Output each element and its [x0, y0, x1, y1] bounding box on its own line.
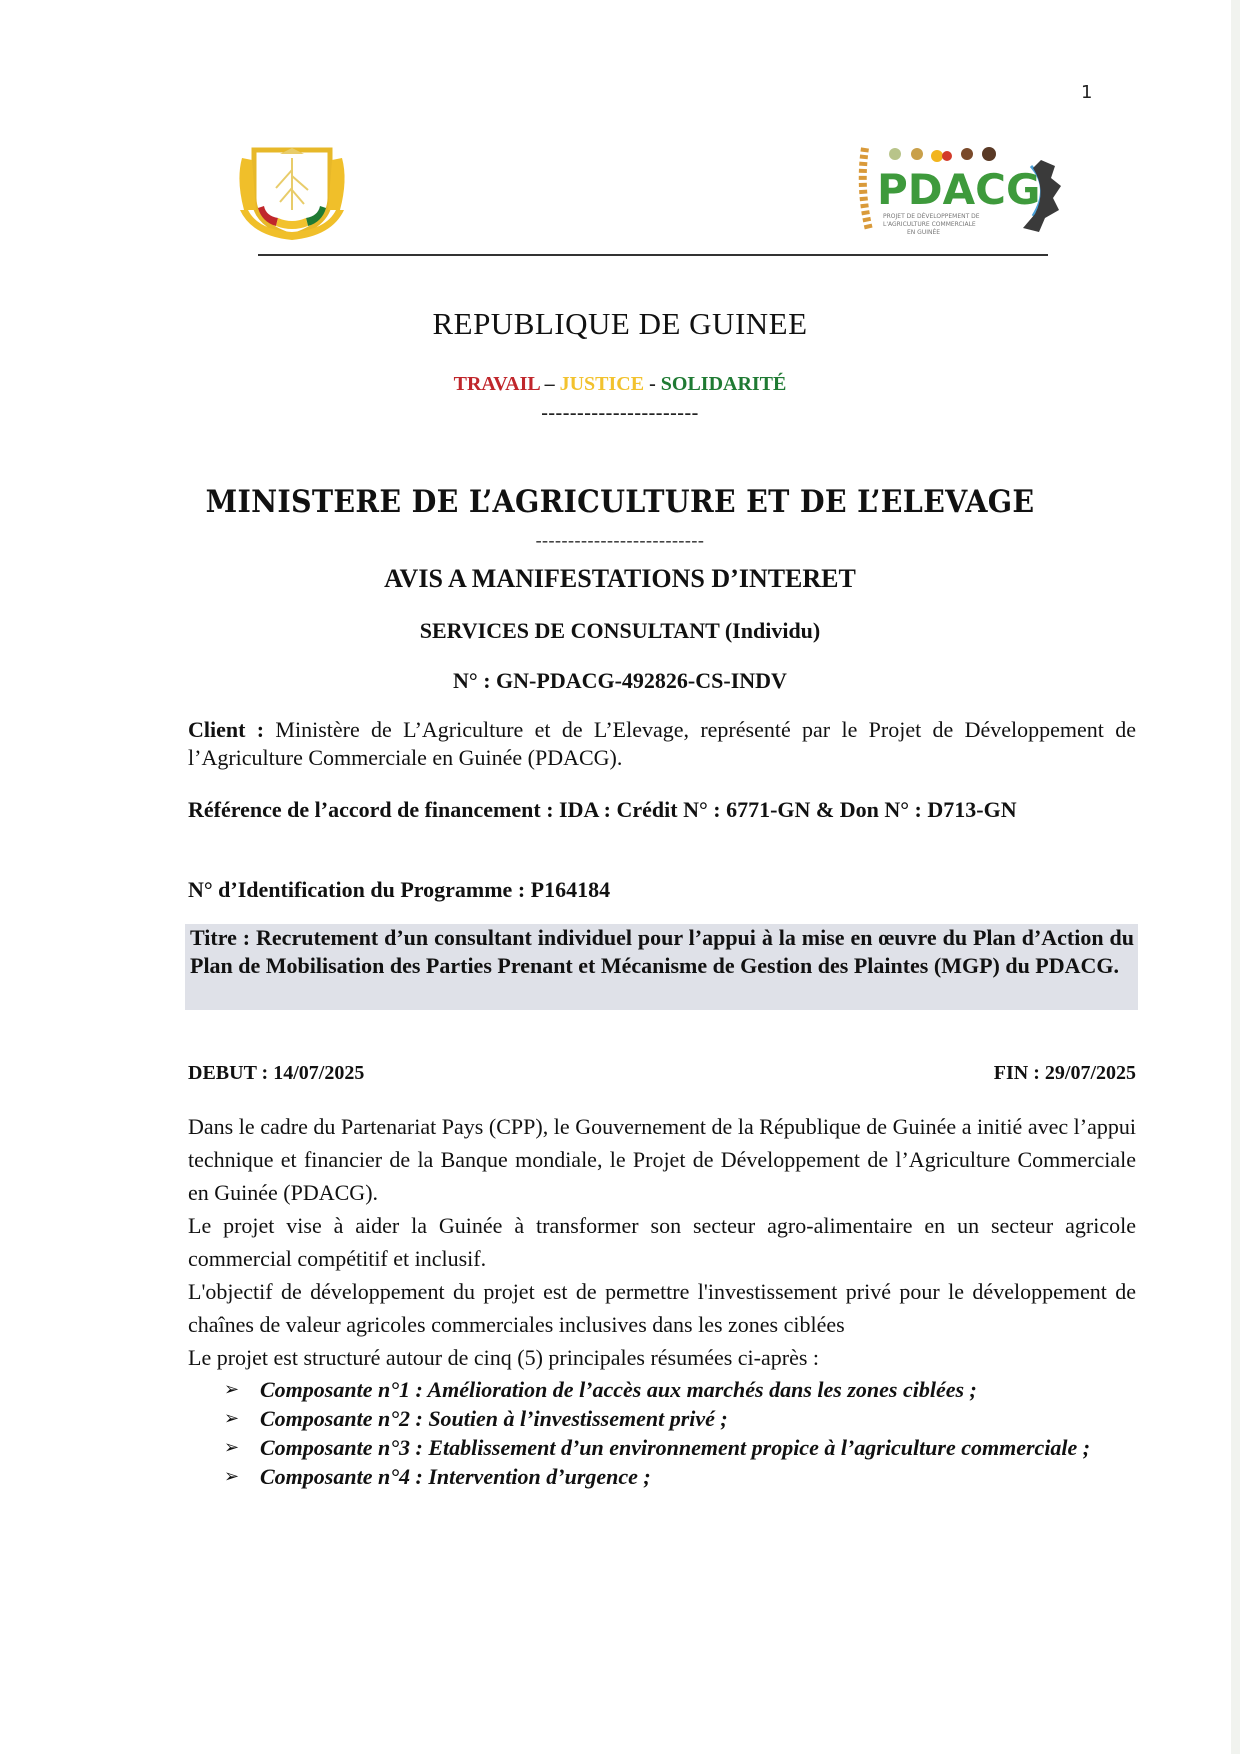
header-rule: [258, 254, 1048, 256]
scan-edge-strip: [1231, 0, 1240, 1754]
program-id: N° d’Identification du Programme : P164184: [188, 877, 611, 902]
components-list: [188, 1375, 1136, 1491]
component-text: Composante n°4 : Intervention d’urgence ;: [260, 1464, 651, 1489]
arrowhead-bullet-icon: ➢: [224, 1466, 240, 1486]
end-date: FIN : 29/07/2025: [993, 1062, 1136, 1084]
list-item: [188, 1404, 1136, 1433]
ministry-heading: MINISTERE DE L’AGRICULTURE ET DE L’ELEVAGE: [205, 484, 1035, 520]
divider-dashes: --------------------------: [535, 530, 705, 550]
svg-text:PROJET DE DÉVELOPPEMENT DE: PROJET DE DÉVELOPPEMENT DE: [883, 213, 980, 220]
republic-heading: REPUBLIQUE DE GUINEE: [432, 306, 808, 341]
motto-solidarite: SOLIDARITÉ: [660, 373, 787, 395]
paragraph: Le projet est structuré autour de cinq (5) principales résumées ci-après :: [188, 1345, 820, 1370]
list-item: [188, 1375, 1136, 1404]
reference-number: N° : GN-PDACG-492826-CS-INDV: [453, 668, 787, 693]
body-text: [188, 1110, 1136, 1374]
motto-justice: JUSTICE: [559, 373, 645, 395]
financing-reference: Référence de l’accord de financement : IDA : Crédit N° : 6771-GN & Don N° : D713-GN: [188, 797, 1017, 822]
client-paragraph: [188, 716, 1136, 772]
assignment-title: Titre : Recrutement d’un consultant individuel pour l’appui à la mise en œuvre du Plan d’Action du Plan de Mobilisation des Parties Prenant et Mécanisme de Gestion des Plaintes (MGP) du PDACG.: [190, 925, 1134, 978]
dates-row: [188, 1062, 1136, 1085]
list-item: [188, 1433, 1136, 1462]
notice-title: AVIS A MANIFESTATIONS D’INTERET: [384, 564, 856, 593]
list-item: [188, 1462, 1136, 1491]
page-number: 1: [1081, 82, 1093, 103]
paragraph: L'objectif de développement du projet est de permettre l'investissement privé pour le développement de chaînes de valeur agricoles commerciales inclusives dans les zones ciblées: [188, 1279, 1136, 1337]
component-text: Composante n°3 : Etablissement d’un environnement propice à l’agriculture commerciale ;: [260, 1435, 1091, 1460]
client-text: Ministère de L’Agriculture et de L’Elevage, représenté par le Projet de Développement de l’Agriculture Commerciale en Guinée (PDACG).: [188, 717, 1136, 770]
component-text: Composante n°1 : Amélioration de l’accès aux marchés dans les zones ciblées ;: [260, 1377, 977, 1402]
svg-text:PDACG: PDACG: [877, 165, 1041, 214]
paragraph: Le projet vise à aider la Guinée à transformer son secteur agro-alimentaire en un secteur agricole commercial compétitif et inclusif.: [188, 1213, 1136, 1271]
arrowhead-bullet-icon: ➢: [224, 1379, 240, 1399]
services-subtitle: SERVICES DE CONSULTANT (Individu): [419, 618, 821, 643]
start-date: DEBUT : 14/07/2025: [188, 1062, 365, 1084]
coat-of-arms-icon: [232, 140, 352, 244]
motto-travail: TRAVAIL: [453, 373, 540, 395]
motto-separator: –: [539, 373, 560, 395]
arrowhead-bullet-icon: ➢: [224, 1437, 240, 1457]
divider-dashes: ----------------------: [541, 402, 699, 424]
svg-text:L'AGRICULTURE COMMERCIALE: L'AGRICULTURE COMMERCIALE: [883, 221, 976, 228]
paragraph: Dans le cadre du Partenariat Pays (CPP), le Gouvernement de la République de Guinée a initié avec l’appui technique et financier de la Banque mondiale, le Projet de Développement de l’Agriculture Commerciale en Guinée (PDACG).: [188, 1114, 1136, 1205]
component-text: Composante n°2 : Soutien à l’investissement privé ;: [260, 1406, 728, 1431]
svg-text:EN GUINÉE: EN GUINÉE: [907, 229, 941, 236]
client-label: Client :: [188, 717, 265, 742]
arrowhead-bullet-icon: ➢: [224, 1408, 240, 1428]
motto-separator: -: [644, 373, 661, 395]
pdacg-logo-icon: [855, 138, 1065, 240]
national-motto: [0, 373, 1240, 396]
